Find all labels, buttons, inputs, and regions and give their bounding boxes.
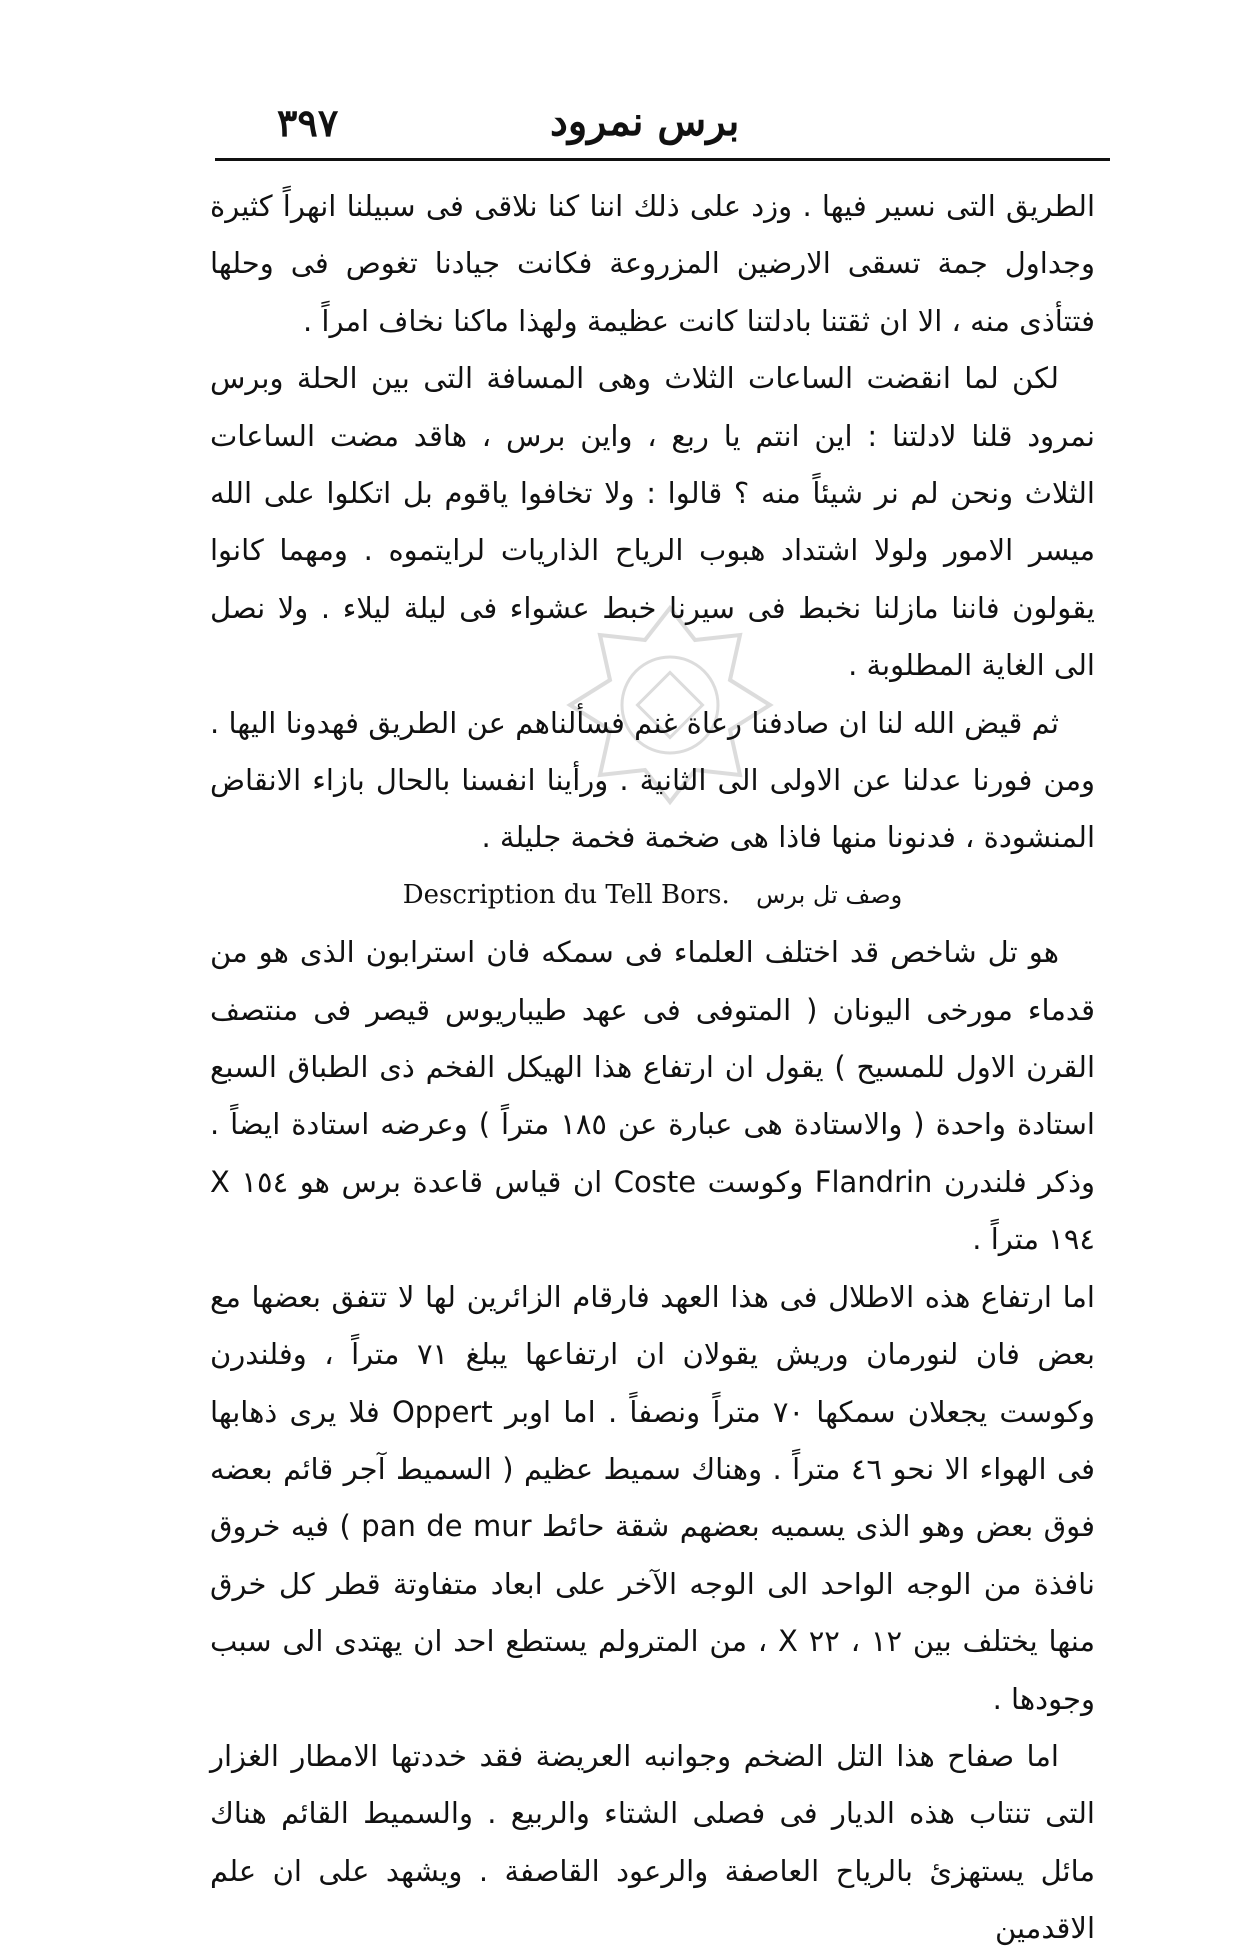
section-heading: [210, 867, 1095, 924]
paragraph-2: لكن لما انقضت الساعات الثلاث وهى المسافة التى بين الحلة وبرس نمرود قلنا لادلتنا : اين انتم يا ربع ، واين برس ، هاقد مضت الساعات الثلاث ونحن لم نر شيئاً منه ؟ قالوا : ولا تخافوا ياقوم بل اتكلوا على الله ميسر الامور ولولا اشتداد هبوب الرياح الذاريات لرايتموه . ومهما كانوا يقولون فاننا مازلنا نخبط فى سيرنا خبط عشواء فى ليلة ليلاء . ولا نصل الى الغاية المطلوبة .: [210, 361, 1095, 683]
section-paragraph-1: هو تل شاخص قد اختلف العلماء فى سمكه فان استرابون الذى هو من قدماء مورخى اليونان ( المتوفى فى عهد طيباريوس قيصر فى منتصف القرن الاول للمسيح ) يقول ان ارتفاع هذا الهيكل الفخم ذى الطباق السبع استادة واحدة ( والاستادة هى عبارة عن ١٨٥ متراً ) وعرضه استادة ايضاً . وذكر فلندرن Flandrin وكوست Coste ان قياس قاعدة برس هو ١٥٤ X ١٩٤ متراً .: [210, 935, 1095, 1257]
header-rule: [215, 158, 1110, 161]
page-number: ٣٩٧: [277, 100, 339, 145]
section-heading-french: Description du Tell Bors.: [402, 879, 730, 910]
section-heading-arabic: وصف تل برس: [756, 880, 903, 909]
section-paragraph-2: اما ارتفاع هذه الاطلال فى هذا العهد فارقام الزائرين لها لا تتفق بعضها مع بعض فان لنورمان وريش يقولان ان ارتفاعها يبلغ ٧١ متراً ، وفلندرن وكوست يجعلان سمكها ٧٠ متراً ونصفاً . اما اوبر Oppert فلا يرى ذهابها فى الهواء الا نحو ٤٦ متراً . وهناك سميط عظيم ( السميط آجر قائم بعضه فوق بعض وهو الذى يسميه بعضهم شقة حائط pan de mur ) فيه خروق نافذة من الوجه الواحد الى الوجه الآخر على ابعاد متفاوتة قطر كل خرق منها يختلف بين ١٢ ، ٢٢ X ، من المترولم يستطع احد ان يهتدى الى سبب وجودها .: [210, 1279, 1096, 1716]
page-header: [215, 92, 1110, 162]
body-text: [210, 178, 1095, 1958]
paragraph-3: ثم قيض الله لنا ان صادفنا رعاة غنم فسألناهم عن الطريق فهدونا اليها . ومن فورنا عدلنا عن الاولى الى الثانية . ورأينا انفسنا بالحال بازاء الانقاض المنشودة ، فدنونا منها فاذا هى ضخمة فخمة جليلة .: [210, 705, 1095, 855]
paragraph-1: الطريق التى نسير فيها . وزد على ذلك اننا كنا نلاقى فى سبيلنا انهراً كثيرة وجداول جمة تسقى الارضين المزروعة فكانت جيادنا تغوص فى وحلها فتتأذى منه ، الا ان ثقتنا بادلتنا كانت عظيمة ولهذا ماكنا نخاف امراً .: [210, 189, 1095, 338]
section-paragraph-3: اما صفاح هذا التل الضخم وجوانبه العريضة فقد خددتها الامطار الغزار التى تنتاب هذه الديار فى فصلى الشتاء والربيع . والسميط القائم هناك مائل يستهزئ بالرياح العاصفة والرعود القاصفة . ويشهد على ان علم الاقدمين: [210, 1738, 1095, 1946]
running-title: برس نمرود: [550, 98, 740, 145]
